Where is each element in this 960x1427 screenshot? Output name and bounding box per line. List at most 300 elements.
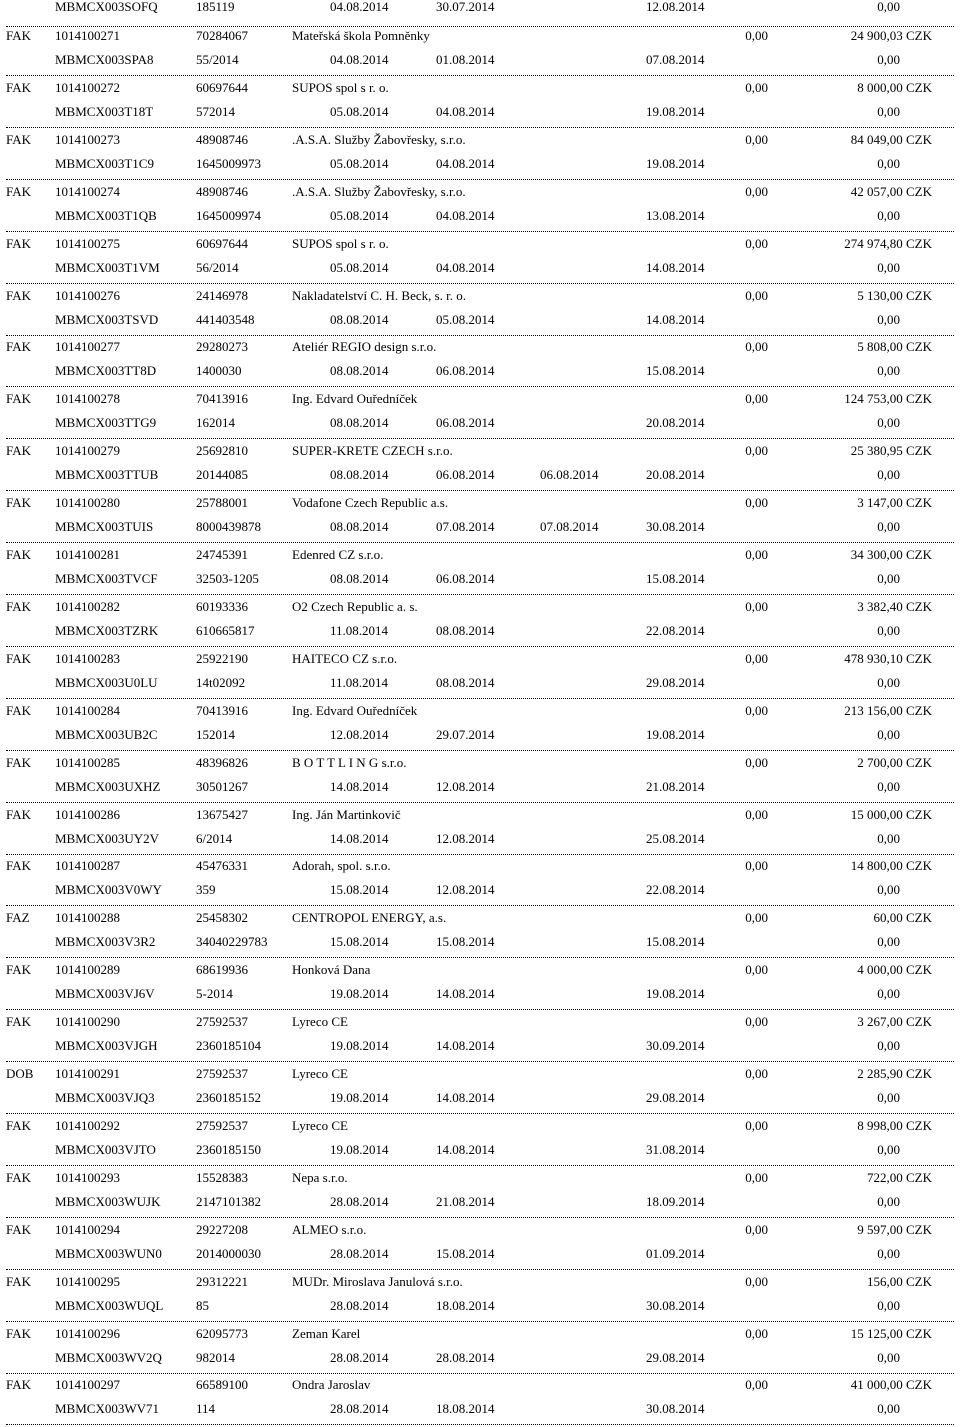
- record-vs: 610665817: [196, 622, 255, 638]
- record-line-primary: [0, 701, 960, 721]
- record-date-due: 18.09.2014: [646, 1193, 705, 1209]
- record-date-due: 30.08.2014: [646, 519, 705, 535]
- record-line-secondary: [0, 673, 960, 693]
- record-date-due: 15.08.2014: [646, 934, 705, 950]
- record-balance: 0,00: [877, 1090, 900, 1105]
- record-line-secondary: [0, 725, 960, 745]
- record-paid: 0,00: [745, 962, 768, 978]
- record-separator: [6, 854, 954, 855]
- record-date-issued: 08.08.2014: [330, 467, 389, 483]
- record-paid: 0,00: [745, 131, 768, 147]
- record-line-primary: [0, 856, 960, 876]
- record-vs: 14t02092: [196, 674, 246, 690]
- record-date-due: 22.08.2014: [646, 882, 705, 898]
- record-type: FAK: [6, 598, 32, 614]
- record-ico: 27592537: [196, 1117, 248, 1133]
- record-amount: 5 130,00 CZK: [857, 287, 932, 303]
- record-code: MBMCX003TT8D: [55, 363, 157, 379]
- record-paid: 0,00: [745, 443, 768, 459]
- record-date-taxable: 14.08.2014: [436, 1141, 495, 1157]
- record-code: MBMCX003VJ6V: [55, 986, 155, 1002]
- record-date-taxable: 04.08.2014: [436, 207, 495, 223]
- ledger-record: [0, 701, 960, 753]
- record-paid: 0,00: [745, 235, 768, 251]
- record-vs: 85: [196, 1297, 209, 1313]
- record-vs: 2360185152: [196, 1090, 261, 1105]
- record-number: 1014100272: [55, 79, 120, 95]
- record-ico: 62095773: [196, 1325, 248, 1341]
- record-number: 1014100281: [55, 547, 120, 562]
- record-code: MBMCX003VJQ3: [55, 1090, 155, 1105]
- record-balance: 0,00: [877, 1193, 900, 1209]
- record-date-taxable: 08.08.2014: [436, 622, 495, 638]
- record-date-taxable: 14.08.2014: [436, 986, 495, 1002]
- record-partner: ALMEO s.r.o.: [292, 1221, 367, 1237]
- record-paid: 0,00: [745, 650, 768, 666]
- record-vs: 2014000030: [196, 1245, 261, 1261]
- record-line-primary: [0, 908, 960, 928]
- record-line-secondary: [0, 0, 960, 17]
- ledger-record: [0, 1220, 960, 1272]
- record-amount: 722,00 CZK: [867, 1169, 932, 1185]
- record-date-issued: 11.08.2014: [330, 622, 389, 638]
- record-paid: 0,00: [745, 183, 768, 199]
- record-date-due: 30.08.2014: [646, 1297, 705, 1313]
- record-amount: 3 382,40 CZK: [857, 598, 932, 614]
- record-code: MBMCX003UXHZ: [55, 778, 161, 794]
- record-date-received: 07.08.2014: [540, 519, 599, 535]
- record-number: 1014100292: [55, 1117, 120, 1133]
- record-partner: Lyreco CE: [292, 1014, 348, 1030]
- record-separator: [6, 1321, 954, 1322]
- record-line-secondary: [0, 1348, 960, 1368]
- record-date-taxable: 04.08.2014: [436, 259, 495, 275]
- record-line-secondary: [0, 569, 960, 589]
- record-code: MBMCX003WV2Q: [55, 1349, 162, 1365]
- ledger-record: [0, 908, 960, 960]
- record-date-taxable: 14.08.2014: [436, 1038, 495, 1054]
- record-amount: 8 000,00 CZK: [857, 79, 932, 95]
- record-type: FAK: [6, 28, 32, 43]
- record-balance: 0,00: [877, 519, 900, 535]
- record-number: 1014100276: [55, 287, 120, 303]
- record-balance: 0,00: [877, 415, 900, 431]
- record-balance: 0,00: [877, 311, 900, 327]
- record-ico: 29280273: [196, 339, 248, 355]
- record-balance: 0,00: [877, 0, 900, 14]
- record-balance: 0,00: [877, 778, 900, 794]
- record-separator: [6, 438, 954, 439]
- record-amount: 5 808,00 CZK: [857, 339, 932, 355]
- record-date-due: 12.08.2014: [646, 0, 705, 14]
- record-paid: 0,00: [745, 1117, 768, 1133]
- ledger-record: [0, 26, 960, 78]
- record-vs: 32503-1205: [196, 571, 259, 586]
- record-line-primary: [0, 1168, 960, 1188]
- record-date-due: 19.08.2014: [646, 726, 705, 742]
- record-amount: 84 049,00 CZK: [850, 131, 932, 147]
- record-ico: 48908746: [196, 183, 248, 199]
- record-balance: 0,00: [877, 207, 900, 223]
- record-date-issued: 28.08.2014: [330, 1245, 389, 1261]
- record-partner: SUPER-KRETE CZECH s.r.o.: [292, 443, 453, 459]
- record-code: MBMCX003T1VM: [55, 259, 160, 275]
- record-paid: 0,00: [745, 598, 768, 614]
- record-date-taxable: 06.08.2014: [436, 363, 495, 379]
- record-partner: Lyreco CE: [292, 1066, 348, 1081]
- record-date-taxable: 04.08.2014: [436, 155, 495, 171]
- record-number: 1014100296: [55, 1325, 120, 1341]
- record-balance: 0,00: [877, 155, 900, 171]
- record-code: MBMCX003WUJK: [55, 1193, 161, 1209]
- record-type: FAK: [6, 1117, 32, 1133]
- record-ico: 60193336: [196, 598, 248, 614]
- record-code: MBMCX003U0LU: [55, 674, 158, 690]
- record-vs: 441403548: [196, 311, 255, 327]
- record-ico: 48396826: [196, 754, 248, 770]
- record-balance: 0,00: [877, 674, 900, 690]
- record-type: DOB: [6, 1066, 34, 1081]
- record-date-due: 15.08.2014: [646, 571, 705, 586]
- record-line-primary: [0, 26, 960, 46]
- record-amount: 14 800,00 CZK: [850, 858, 932, 874]
- record-line-primary: [0, 130, 960, 150]
- record-type: FAK: [6, 858, 32, 874]
- record-type: FAK: [6, 702, 32, 718]
- record-partner: .A.S.A. Služby Žabovřesky, s.r.o.: [292, 131, 466, 147]
- record-partner: Nepa s.r.o.: [292, 1169, 348, 1185]
- record-partner: CENTROPOL ENERGY, a.s.: [292, 910, 447, 926]
- record-partner: B O T T L I N G s.r.o.: [292, 754, 407, 770]
- record-separator: [6, 386, 954, 387]
- ledger-record: [0, 1375, 960, 1427]
- record-amount: 4 000,00 CZK: [857, 962, 932, 978]
- record-partner: Ing. Edvard Ouředníček: [292, 702, 418, 718]
- record-date-issued: 04.08.2014: [330, 52, 389, 67]
- record-date-due: 14.08.2014: [646, 311, 705, 327]
- record-code: MBMCX003UB2C: [55, 726, 158, 742]
- record-type: FAK: [6, 1377, 32, 1393]
- record-ico: 29227208: [196, 1221, 248, 1237]
- record-type: FAK: [6, 391, 32, 407]
- record-amount: 24 900,03 CZK: [850, 28, 932, 43]
- record-line-primary: [0, 493, 960, 513]
- record-date-taxable: 12.08.2014: [436, 830, 495, 846]
- record-date-taxable: 07.08.2014: [436, 519, 495, 535]
- record-amount: 42 057,00 CZK: [850, 183, 932, 199]
- record-line-secondary: [0, 1192, 960, 1212]
- record-ico: 70413916: [196, 391, 248, 407]
- record-line-secondary: [0, 829, 960, 849]
- record-vs: 8000439878: [196, 519, 261, 535]
- record-number: 1014100277: [55, 339, 120, 355]
- record-number: 1014100288: [55, 910, 120, 926]
- record-date-issued: 28.08.2014: [330, 1349, 389, 1365]
- record-separator: [6, 75, 954, 76]
- record-separator: [6, 1113, 954, 1114]
- record-balance: 0,00: [877, 986, 900, 1002]
- record-paid: 0,00: [745, 1273, 768, 1289]
- record-partner: Zeman Karel: [292, 1325, 361, 1341]
- record-paid: 0,00: [745, 1169, 768, 1185]
- record-number: 1014100294: [55, 1221, 120, 1237]
- record-separator: [6, 127, 954, 128]
- record-code: MBMCX003TTUB: [55, 467, 159, 483]
- record-balance: 0,00: [877, 622, 900, 638]
- record-number: 1014100290: [55, 1014, 120, 1030]
- record-line-secondary: [0, 621, 960, 641]
- record-number: 1014100280: [55, 495, 120, 511]
- record-date-issued: 11.08.2014: [330, 674, 389, 690]
- record-number: 1014100293: [55, 1169, 120, 1185]
- record-amount: 3 147,00 CZK: [857, 495, 932, 511]
- ledger-record: [0, 286, 960, 338]
- record-amount: 3 267,00 CZK: [857, 1014, 932, 1030]
- record-date-issued: 28.08.2014: [330, 1193, 389, 1209]
- record-date-due: 20.08.2014: [646, 467, 705, 483]
- record-ico: 24745391: [196, 547, 248, 562]
- record-vs: 56/2014: [196, 259, 239, 275]
- record-line-secondary: [0, 1244, 960, 1264]
- ledger-record: [0, 1272, 960, 1324]
- record-date-issued: 04.08.2014: [330, 0, 389, 14]
- record-paid: 0,00: [745, 79, 768, 95]
- record-date-taxable: 01.08.2014: [436, 52, 495, 67]
- record-type: FAZ: [6, 910, 30, 926]
- record-date-due: 19.08.2014: [646, 103, 705, 119]
- record-number: 1014100295: [55, 1273, 120, 1289]
- record-date-due: 29.08.2014: [646, 1349, 705, 1365]
- record-paid: 0,00: [745, 702, 768, 718]
- record-date-issued: 19.08.2014: [330, 1141, 389, 1157]
- record-ico: 25692810: [196, 443, 248, 459]
- record-vs: 359: [196, 882, 216, 898]
- record-vs: 34040229783: [196, 934, 268, 950]
- record-date-issued: 28.08.2014: [330, 1401, 389, 1417]
- record-type: FAK: [6, 1014, 32, 1030]
- ledger-record: [0, 649, 960, 701]
- ledger-record: [0, 545, 960, 597]
- record-vs: 1645009973: [196, 155, 261, 171]
- record-paid: 0,00: [745, 806, 768, 822]
- record-number: 1014100275: [55, 235, 120, 251]
- record-paid: 0,00: [745, 1066, 768, 1081]
- record-line-secondary: [0, 258, 960, 278]
- record-amount: 478 930,10 CZK: [844, 650, 932, 666]
- record-ico: 25458302: [196, 910, 248, 926]
- record-code: MBMCX003T1QB: [55, 207, 157, 223]
- record-paid: 0,00: [745, 28, 768, 43]
- record-balance: 0,00: [877, 571, 900, 586]
- record-number: 1014100297: [55, 1377, 120, 1393]
- record-separator: [6, 335, 954, 336]
- record-separator: [6, 1217, 954, 1218]
- record-separator: [6, 957, 954, 958]
- record-separator: [6, 905, 954, 906]
- ledger-record: [0, 130, 960, 182]
- ledger-record: [0, 1012, 960, 1064]
- record-line-secondary: [0, 310, 960, 330]
- record-number: 1014100274: [55, 183, 120, 199]
- record-partner: SUPOS spol s r. o.: [292, 79, 389, 95]
- record-ico: 60697644: [196, 235, 248, 251]
- record-ico: 48908746: [196, 131, 248, 147]
- record-line-secondary: [0, 777, 960, 797]
- record-balance: 0,00: [877, 934, 900, 950]
- record-type: FAK: [6, 962, 32, 978]
- record-date-due: 29.08.2014: [646, 674, 705, 690]
- record-ico: 45476331: [196, 858, 248, 874]
- record-code: MBMCX003T1C9: [55, 155, 154, 171]
- record-date-issued: 19.08.2014: [330, 1038, 389, 1054]
- record-amount: 274 974,80 CZK: [844, 235, 932, 251]
- record-ico: 68619936: [196, 962, 248, 978]
- record-date-issued: 08.08.2014: [330, 571, 389, 586]
- record-balance: 0,00: [877, 467, 900, 483]
- record-line-secondary: [0, 50, 960, 70]
- record-paid: 0,00: [745, 495, 768, 511]
- record-number: 1014100286: [55, 806, 120, 822]
- record-partner: Ateliér REGIO design s.r.o.: [292, 339, 437, 355]
- record-line-primary: [0, 805, 960, 825]
- record-separator: [6, 1009, 954, 1010]
- record-vs: 20144085: [196, 467, 248, 483]
- record-date-due: 30.09.2014: [646, 1038, 705, 1054]
- record-amount: 124 753,00 CZK: [844, 391, 932, 407]
- record-amount: 41 000,00 CZK: [850, 1377, 932, 1393]
- record-separator: [6, 231, 954, 232]
- record-date-taxable: 29.07.2014: [436, 726, 495, 742]
- record-paid: 0,00: [745, 1014, 768, 1030]
- record-number: 1014100287: [55, 858, 120, 874]
- record-line-secondary: [0, 361, 960, 381]
- record-type: FAK: [6, 754, 32, 770]
- record-amount: 15 000,00 CZK: [850, 806, 932, 822]
- record-number: 1014100284: [55, 702, 120, 718]
- record-separator: [6, 1165, 954, 1166]
- record-balance: 0,00: [877, 52, 900, 67]
- record-paid: 0,00: [745, 754, 768, 770]
- ledger-record: [0, 960, 960, 1012]
- record-ico: 25922190: [196, 650, 248, 666]
- record-amount: 25 380,95 CZK: [850, 443, 932, 459]
- record-vs: 6/2014: [196, 830, 233, 846]
- record-ico: 70413916: [196, 702, 248, 718]
- record-type: FAK: [6, 235, 32, 251]
- record-line-secondary: [0, 880, 960, 900]
- record-number: 1014100283: [55, 650, 120, 666]
- ledger-record: [0, 856, 960, 908]
- record-line-primary: [0, 1064, 960, 1084]
- record-date-taxable: 12.08.2014: [436, 882, 495, 898]
- record-type: FAK: [6, 1325, 32, 1341]
- record-code: MBMCX003UY2V: [55, 830, 160, 846]
- record-date-issued: 19.08.2014: [330, 986, 389, 1002]
- record-code: MBMCX003TSVD: [55, 311, 159, 327]
- record-date-due: 22.08.2014: [646, 622, 705, 638]
- record-line-primary: [0, 1272, 960, 1292]
- record-partner: Edenred CZ s.r.o.: [292, 547, 384, 562]
- record-line-secondary: [0, 465, 960, 485]
- record-date-taxable: 06.08.2014: [436, 571, 495, 586]
- ledger-record: [0, 753, 960, 805]
- record-date-due: 15.08.2014: [646, 363, 705, 379]
- record-code: MBMCX003TTG9: [55, 415, 157, 431]
- record-vs: 982014: [196, 1349, 235, 1365]
- record-date-due: 01.09.2014: [646, 1245, 705, 1261]
- record-amount: 60,00 CZK: [873, 910, 932, 926]
- record-code: MBMCX003SPA8: [55, 52, 154, 67]
- record-ico: 27592537: [196, 1014, 248, 1030]
- record-date-taxable: 04.08.2014: [436, 103, 495, 119]
- record-paid: 0,00: [745, 1221, 768, 1237]
- record-ico: 15528383: [196, 1169, 248, 1185]
- record-paid: 0,00: [745, 858, 768, 874]
- record-partner: Adorah, spol. s.r.o.: [292, 858, 391, 874]
- record-code: MBMCX003VJTO: [55, 1141, 156, 1157]
- ledger-record: [0, 805, 960, 857]
- record-type: FAK: [6, 339, 32, 355]
- record-date-due: 30.08.2014: [646, 1401, 705, 1417]
- record-partner: SUPOS spol s r. o.: [292, 235, 389, 251]
- record-code: MBMCX003T18T: [55, 103, 154, 119]
- record-separator: [6, 1424, 954, 1425]
- record-paid: 0,00: [745, 391, 768, 407]
- record-date-taxable: 18.08.2014: [436, 1297, 495, 1313]
- record-date-issued: 15.08.2014: [330, 934, 389, 950]
- record-line-secondary: [0, 517, 960, 537]
- record-amount: 213 156,00 CZK: [844, 702, 932, 718]
- record-line-primary: [0, 545, 960, 565]
- record-date-issued: 19.08.2014: [330, 1090, 389, 1105]
- record-date-due: 13.08.2014: [646, 207, 705, 223]
- record-ico: 29312221: [196, 1273, 248, 1289]
- record-code: MBMCX003TUIS: [55, 519, 154, 535]
- record-balance: 0,00: [877, 363, 900, 379]
- record-ico: 24146978: [196, 287, 248, 303]
- record-date-taxable: 18.08.2014: [436, 1401, 495, 1417]
- record-date-issued: 08.08.2014: [330, 311, 389, 327]
- record-date-due: 07.08.2014: [646, 52, 705, 67]
- ledger-record: [0, 1116, 960, 1168]
- record-line-primary: [0, 441, 960, 461]
- record-type: FAK: [6, 650, 32, 666]
- record-line-secondary: [0, 1399, 960, 1419]
- ledger-record: [0, 441, 960, 493]
- record-date-taxable: 21.08.2014: [436, 1193, 495, 1209]
- record-code: MBMCX003TVCF: [55, 571, 158, 586]
- record-paid: 0,00: [745, 1325, 768, 1341]
- record-date-due: 21.08.2014: [646, 778, 705, 794]
- record-separator: [6, 179, 954, 180]
- record-line-secondary: [0, 206, 960, 226]
- record-vs: 1645009974: [196, 207, 261, 223]
- record-balance: 0,00: [877, 1349, 900, 1365]
- record-vs: 2360185150: [196, 1141, 261, 1157]
- record-separator: [6, 802, 954, 803]
- record-partner: Mateřská škola Pomněnky: [292, 28, 430, 43]
- record-ico: 66589100: [196, 1377, 248, 1393]
- record-type: FAK: [6, 131, 32, 147]
- record-type: FAK: [6, 1221, 32, 1237]
- record-type: FAK: [6, 806, 32, 822]
- record-number: 1014100282: [55, 598, 120, 614]
- record-line-primary: [0, 286, 960, 306]
- record-type: FAK: [6, 547, 32, 562]
- record-number: 1014100285: [55, 754, 120, 770]
- record-date-issued: 05.08.2014: [330, 259, 389, 275]
- record-vs: 2360185104: [196, 1038, 261, 1054]
